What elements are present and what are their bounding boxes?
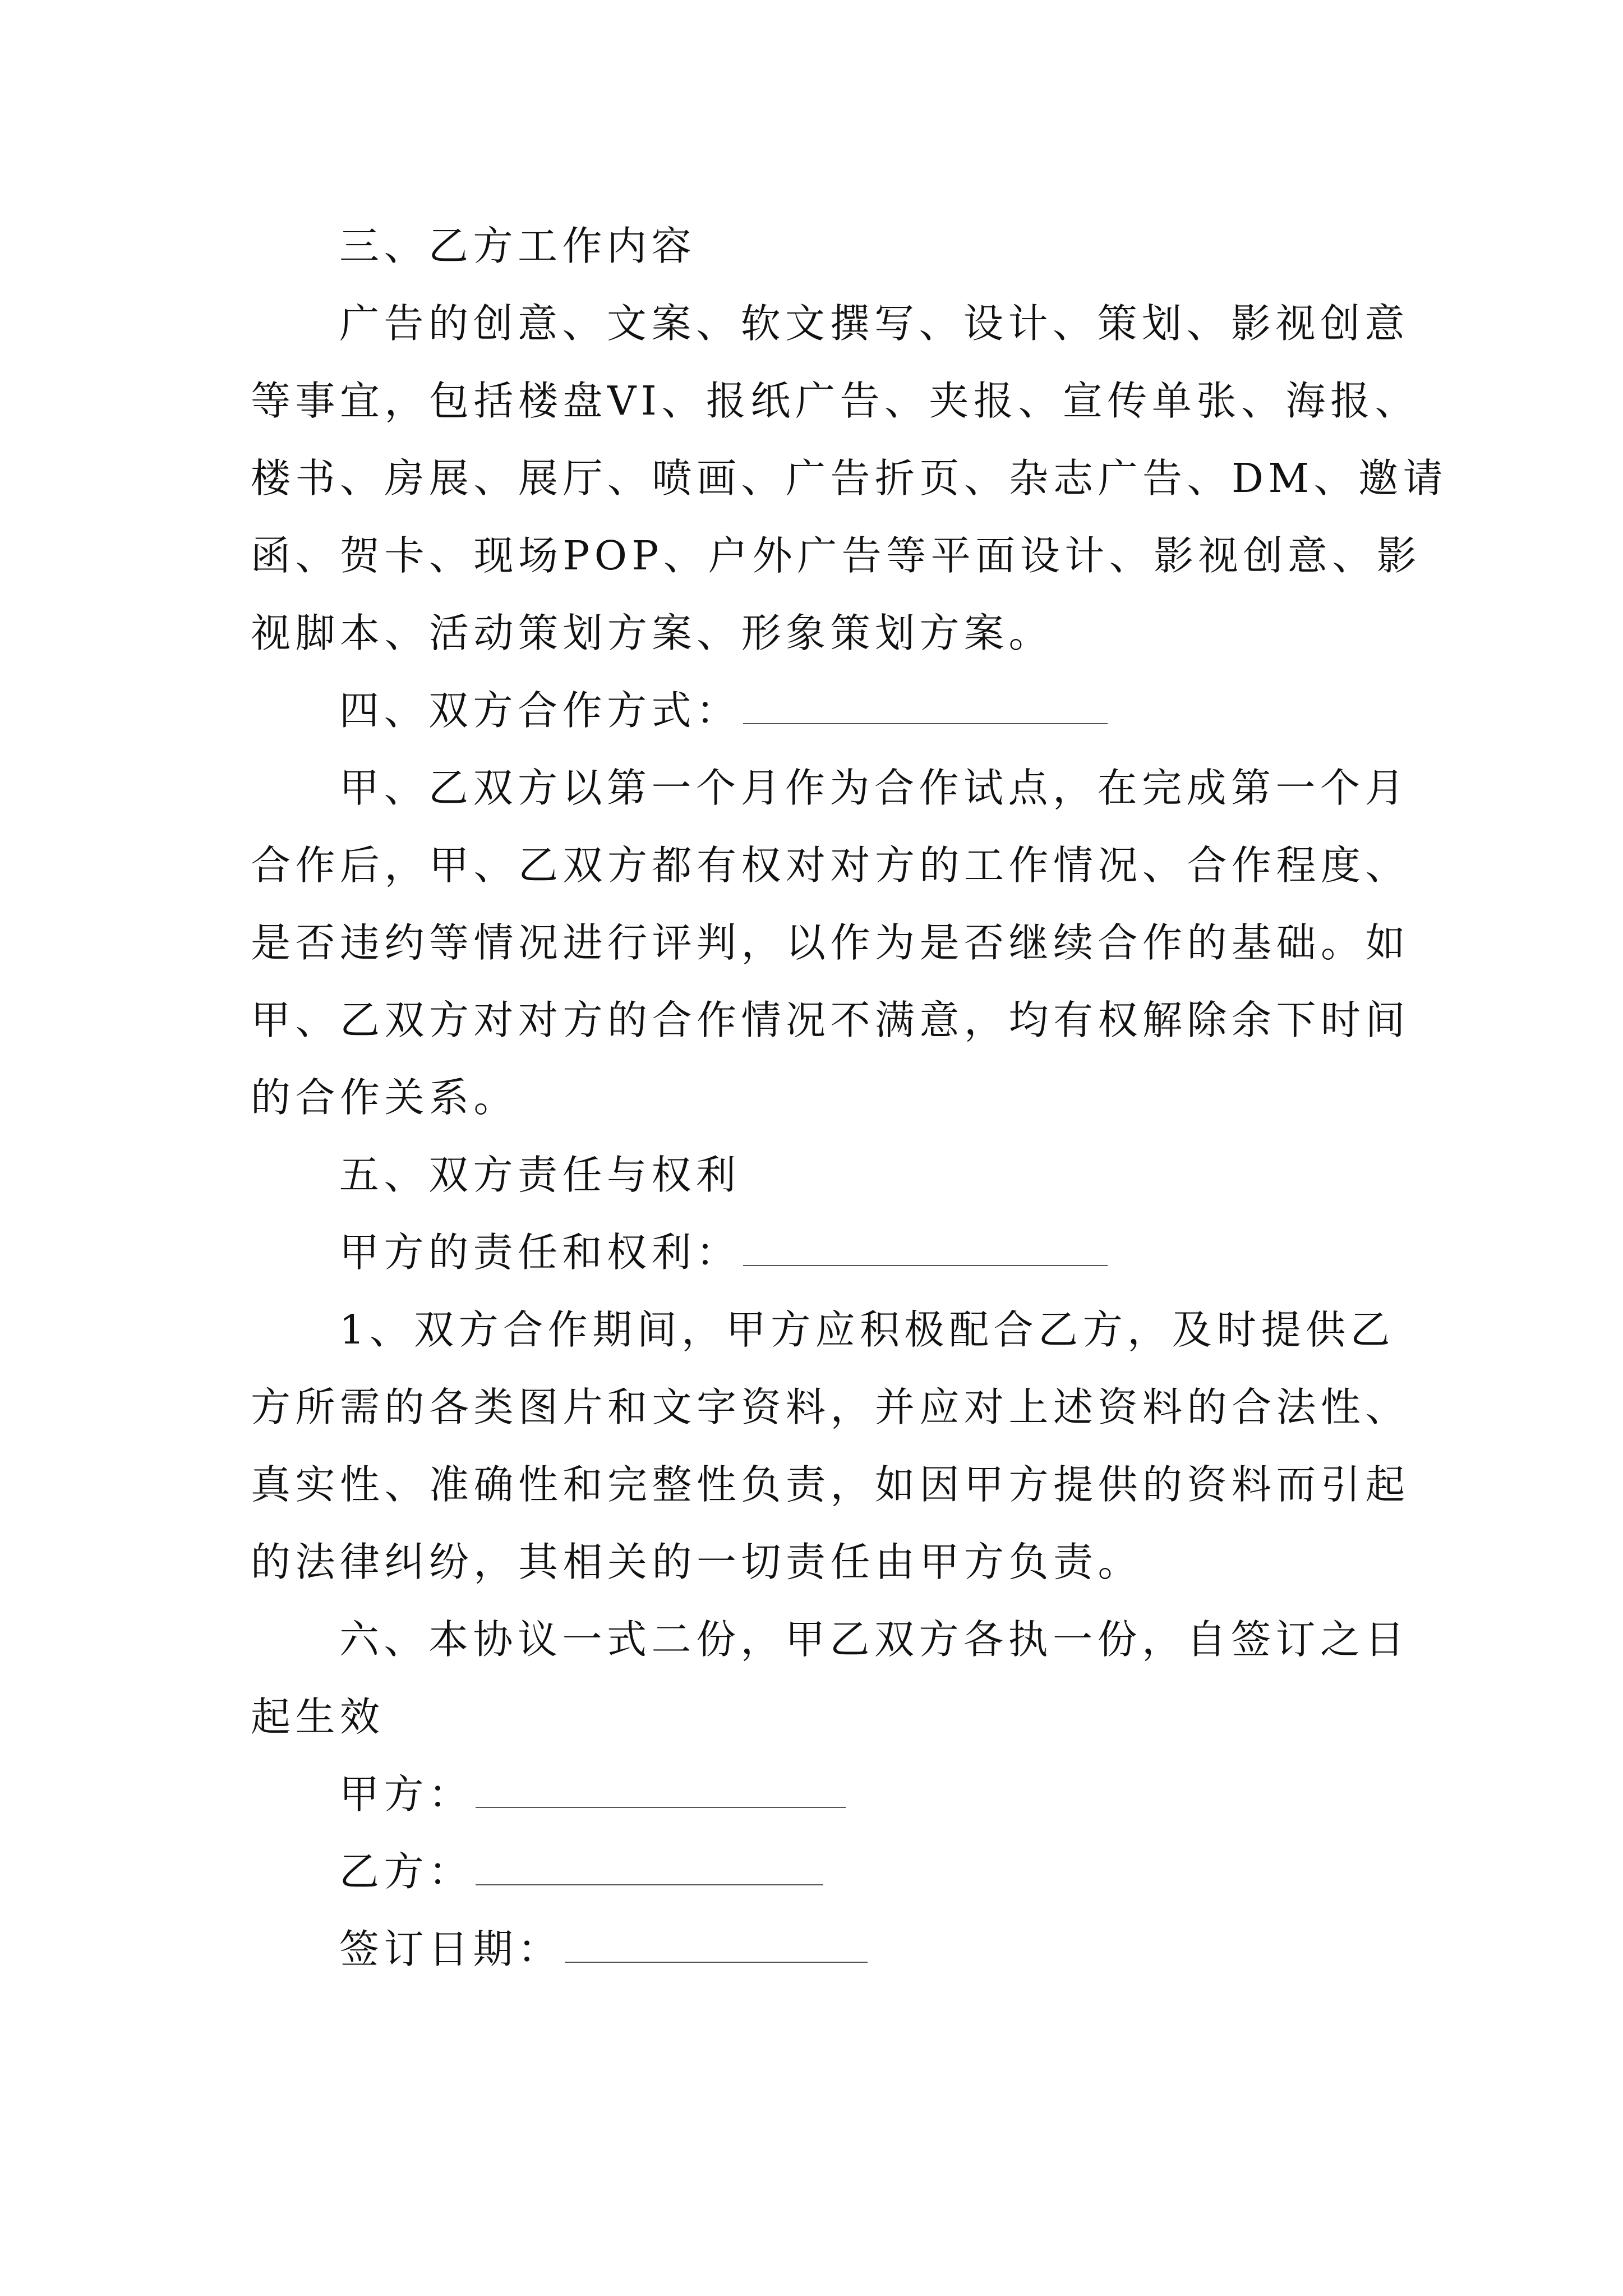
section-3-heading: 三、乙方工作内容 — [339, 223, 697, 269]
document-page — [251, 208, 1448, 1988]
signature-party-a-label: 甲方： — [339, 1771, 473, 1818]
party-a-rights-row — [251, 1214, 1434, 1291]
section-3-line-3: 楼书、房展、展厅、喷画、广告折页、杂志广告、DM、邀请 — [251, 455, 1448, 501]
signature-date-label: 签订日期： — [339, 1926, 562, 1972]
section-4-line-3: 是否违约等情况进行评判，以作为是否继续合作的基础。如 — [251, 919, 1410, 966]
section-5-item-1-line-2: 方所需的各类图片和文字资料，并应对上述资料的合法性、 — [251, 1384, 1410, 1430]
section-5-item-1-line-4: 的法律纠纷，其相关的一切责任由甲方负责。 — [251, 1539, 1143, 1585]
section-5-item-1-line-3: 真实性、准确性和完整性负责，如因甲方提供的资料而引起 — [251, 1461, 1410, 1508]
section-5-item-1-line-1: 1、双方合作期间，甲方应积极配合乙方，及时提供乙 — [339, 1306, 1395, 1353]
party-a-rights-label: 甲方的责任和权利： — [339, 1229, 741, 1276]
signature-date-row — [251, 1911, 1434, 1988]
section-6-line-1: 六、本协议一式二份，甲乙双方各执一份，自签订之日 — [339, 1616, 1410, 1663]
section-6-line-2: 起生效 — [251, 1694, 385, 1740]
section-4-line-4: 甲、乙双方对对方的合作情况不满意，均有权解除余下时间 — [251, 997, 1410, 1043]
signature-party-b-label: 乙方： — [339, 1848, 473, 1895]
section-4-line-2: 合作后，甲、乙双方都有权对对方的工作情况、合作程度、 — [251, 842, 1410, 889]
signature-party-a-row — [251, 1756, 1434, 1833]
signature-party-b-row — [251, 1833, 1434, 1911]
section-5-heading: 五、双方责任与权利 — [339, 1152, 741, 1198]
section-3-line-5: 视脚本、活动策划方案、形象策划方案。 — [251, 610, 1054, 656]
section-4-heading-row — [251, 672, 1434, 749]
party-a-rights-blank[interactable] — [743, 1234, 1108, 1266]
signature-party-b-blank[interactable] — [476, 1853, 823, 1885]
section-3-line-4: 函、贺卡、现场POP、户外广告等平面设计、影视创意、影 — [251, 532, 1422, 579]
section-3-line-1: 广告的创意、文案、软文撰写、设计、策划、影视创意 — [339, 300, 1410, 347]
signature-party-a-blank[interactable] — [476, 1775, 846, 1808]
section-4-line-5: 的合作关系。 — [251, 1074, 519, 1121]
cooperation-method-blank[interactable] — [743, 692, 1108, 724]
section-4-line-1: 甲、乙双方以第一个月作为合作试点，在完成第一个月 — [339, 765, 1410, 811]
section-4-heading: 四、双方合作方式： — [339, 687, 741, 734]
section-3-line-2: 等事宜，包括楼盘VI、报纸广告、夹报、宣传单张、海报、 — [251, 378, 1419, 424]
signature-date-blank[interactable] — [565, 1930, 868, 1963]
